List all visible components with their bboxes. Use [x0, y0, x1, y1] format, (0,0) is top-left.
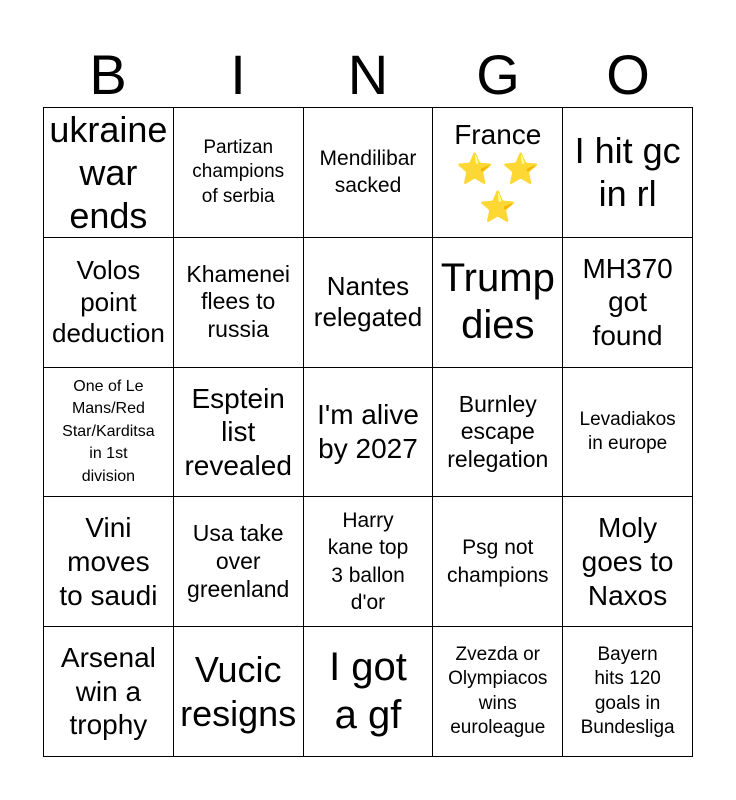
bingo-cell[interactable] [44, 497, 174, 627]
bingo-cell[interactable] [563, 497, 693, 627]
cell-text: One of Le Mans/Red Star/Karditsa in 1st division [62, 378, 155, 485]
cell-text: I got a gf [329, 645, 407, 737]
bingo-cell[interactable] [563, 238, 693, 368]
cell-text: Arsenal win a trophy [60, 642, 156, 741]
bingo-cell[interactable] [44, 368, 174, 498]
bingo-cell[interactable] [433, 497, 563, 627]
bingo-cell[interactable] [563, 108, 693, 238]
header-letter-b: B [89, 43, 127, 106]
bingo-cell[interactable] [174, 238, 304, 368]
bingo-cell[interactable] [433, 368, 563, 498]
cell-text: I'm alive by 2027 [317, 399, 419, 464]
bingo-cell[interactable] [44, 108, 174, 238]
bingo-cell[interactable] [44, 627, 174, 757]
cell-text: I hit gc in rl [574, 130, 681, 215]
cell-text: Esptein list revealed [184, 382, 292, 481]
bingo-cell[interactable] [174, 108, 304, 238]
bingo-cell[interactable] [433, 238, 563, 368]
star-cell-content [454, 118, 541, 228]
header-letter-n: N [347, 43, 389, 106]
cell-text: Partizan champions of serbia [192, 136, 285, 207]
bingo-cell[interactable] [304, 108, 434, 238]
cell-text: France [454, 118, 542, 150]
cell-text: Trump dies [440, 256, 555, 348]
star-icon: ⭐ [479, 191, 517, 225]
cell-text: Mendilibar sacked [319, 147, 417, 198]
cell-text: Bayern hits 120 goals in Bundesliga [580, 643, 675, 738]
bingo-header [43, 44, 693, 106]
cell-text: Harry kane top 3 ballon d'or [327, 509, 409, 615]
bingo-cell[interactable] [304, 368, 434, 498]
bingo-cell[interactable] [304, 627, 434, 757]
bingo-cell[interactable] [304, 497, 434, 627]
bingo-cell[interactable] [44, 238, 174, 368]
bingo-cell[interactable] [174, 497, 304, 627]
header-letter-g: G [476, 43, 520, 106]
cell-text: MH370 got found [582, 252, 673, 351]
cell-text: Khamenei flees to russia [186, 260, 290, 342]
star-icon: ⭐ ⭐ [456, 153, 540, 187]
bingo-cell[interactable] [174, 627, 304, 757]
cell-text: ukraine war ends [49, 108, 168, 236]
cell-text: Burnley escape relegation [447, 390, 549, 472]
bingo-cell[interactable] [304, 238, 434, 368]
bingo-cell[interactable] [433, 108, 563, 238]
cell-text: Volos point deduction [52, 255, 165, 348]
bingo-board [43, 107, 693, 757]
cell-text: Psg not champions [447, 536, 549, 587]
header-letter-o: O [606, 43, 650, 106]
cell-text: Zvezda or Olympiacos wins euroleague [448, 643, 548, 738]
bingo-cell[interactable] [433, 627, 563, 757]
cell-text: Levadiakos in europe [579, 408, 676, 454]
cell-text: Vucic resigns [180, 649, 297, 734]
bingo-cell[interactable] [563, 368, 693, 498]
cell-text: Moly goes to Naxos [581, 512, 674, 611]
cell-text: Nantes relegated [313, 271, 423, 333]
bingo-cell[interactable] [174, 368, 304, 498]
cell-text: Vini moves to saudi [59, 512, 158, 611]
header-letter-i: I [230, 43, 246, 106]
bingo-cell[interactable] [563, 627, 693, 757]
cell-text: Usa take over greenland [187, 520, 290, 602]
